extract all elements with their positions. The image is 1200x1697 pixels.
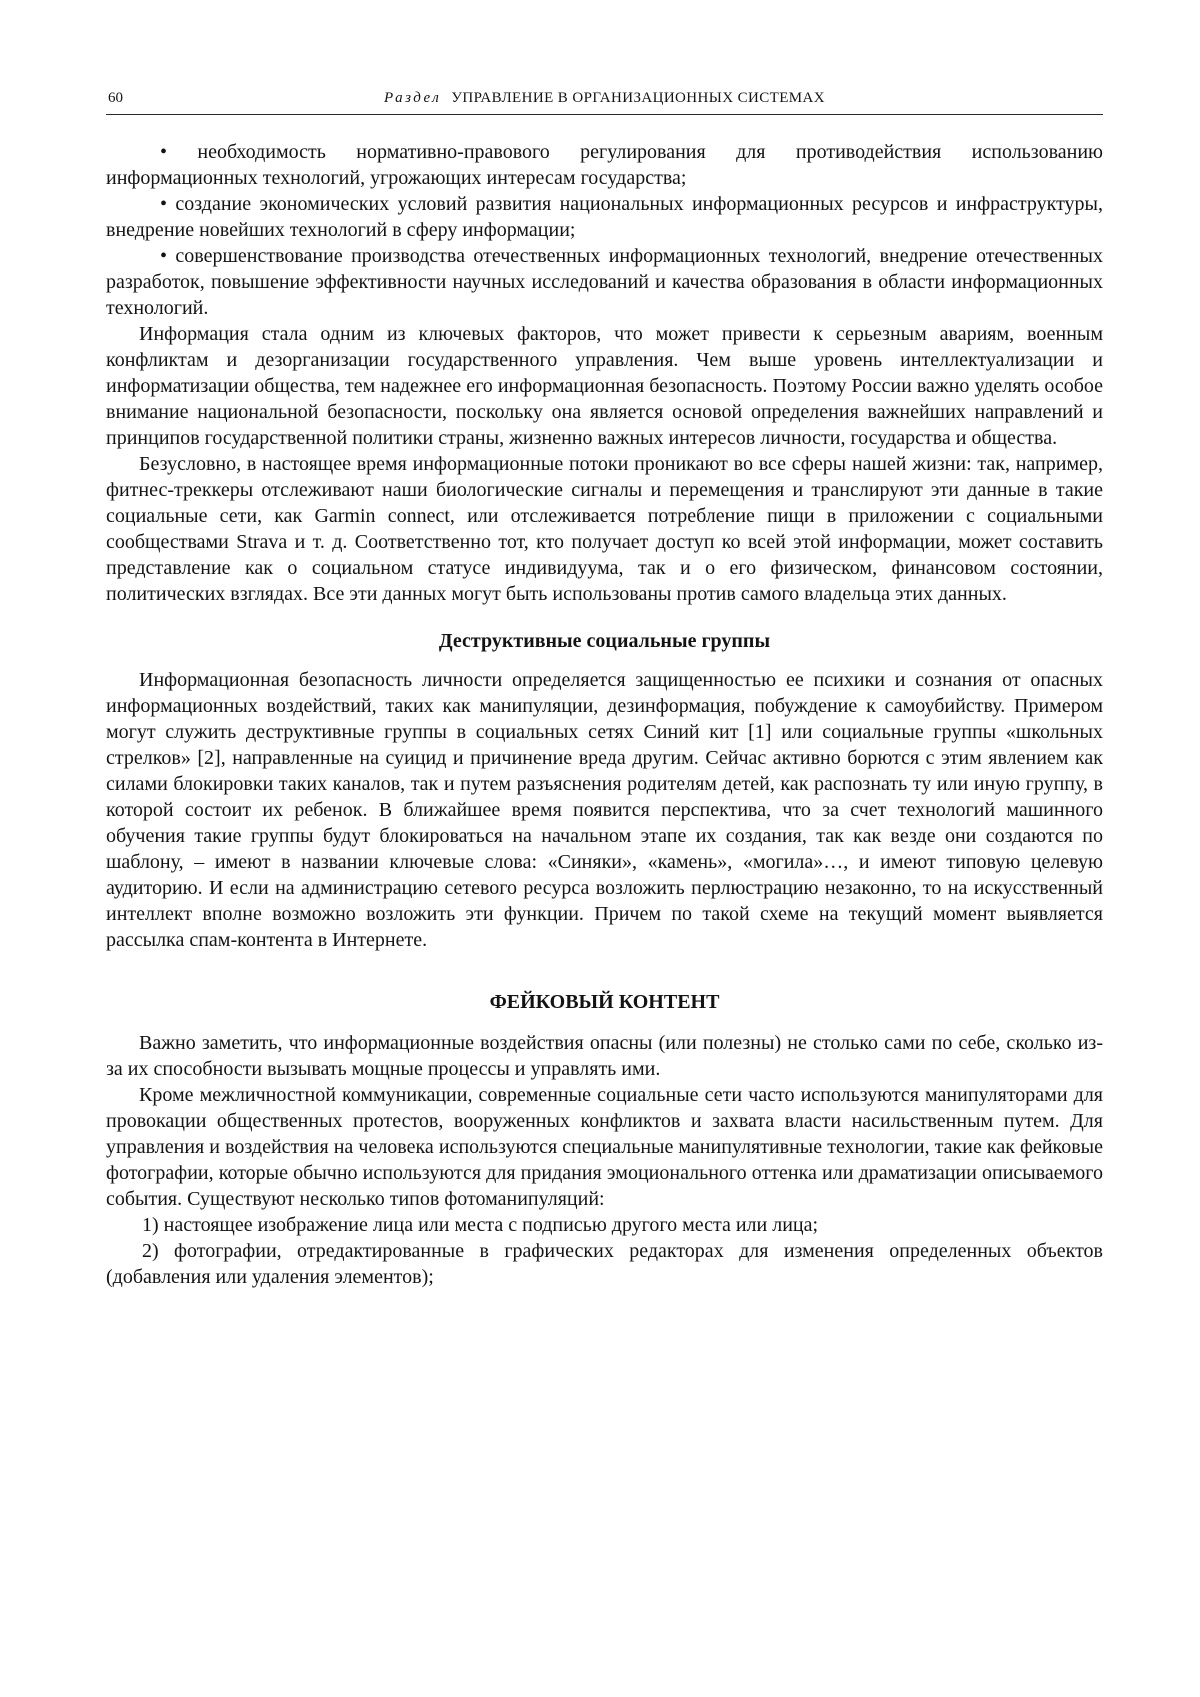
running-header — [106, 88, 1103, 115]
body-paragraph: Безусловно, в настоящее время информационные потоки проникают во все сферы нашей жизни: так, например, фитнес-треккеры отслеживают наши биологические сигналы и перемещения и транслируют эти данные в такие социальные сети, как Garmin connect, или отслеживается потребление пищи в приложении с социальными сообществами Strava и т. д. Соответственно тот, кто получает доступ ко всей этой информации, может составить представление как о социальном статусе индивидуума, так и о его физическом, финансовом состоянии, политических взглядах. Все эти данных могут быть использованы против самого владельца этих данных. — [106, 453, 1103, 605]
numbered-list-item: 2) фотографии, отредактированные в графических редакторах для изменения определенных объектов (добавления или удаления элементов); — [106, 1240, 1103, 1288]
body-paragraph: Важно заметить, что информационные воздействия опасны (или полезны) не столько сами по себе, сколько из-за их способности вызывать мощные процессы и управлять ими. — [106, 1032, 1103, 1080]
page-body — [106, 139, 1103, 1290]
running-title-text: УПРАВЛЕНИЕ В ОРГАНИЗАЦИОННЫХ СИСТЕМАХ — [451, 90, 825, 106]
body-paragraph: Информационная безопасность личности определяется защищенностью ее психики и сознания от опасных информационных воздействий, таких как манипуляции, дезинформация, побуждение к самоубийству. Примером могут служить деструктивные группы в социальных сетях Синий кит [1] или социальные группы «школьных стрелков» [2], направленные на суицид и причинение вреда другим. Сейчас активно борются с этим явлением как силами блокировки таких каналов, так и путем разъяснения родителям детей, как распознать ту или иную группу, в которой состоит их ребенок. В ближайшее время появится перспектива, что за счет технологий машинного обучения такие группы будут блокироваться на начальном этапе их создания, так как везде они создаются по шаблону, – имеют в названии ключевые слова: «Синяки», «камень», «могила»…, и имеют типовую целевую аудиторию. И если на администрацию сетевого ресурса возложить перлюстрацию незаконно, то на искусственный интеллект вполне возможно возложить эти функции. Причем по такой схеме на текущий момент выявляется рассылка спам-контента в Интернете. — [106, 669, 1103, 951]
body-paragraph: Информация стала одним из ключевых факторов, что может привести к серьезным авариям, военным конфликтам и дезорганизации государственного управления. Чем выше уровень интеллектуализации и информатизации общества, тем надежнее его информационная безопасность. Поэтому России важно уделять особое внимание национальной безопасности, поскольку она является основой определения важнейших направлений и принципов государственной политики страны, жизненно важных интересов личности, государства и общества. — [106, 323, 1103, 449]
bullet-list-item: • создание экономических условий развития национальных информационных ресурсов и инфраструктуры, внедрение новейших технологий в сферу информации; — [106, 193, 1103, 241]
section-heading: Деструктивные социальные группы — [438, 630, 771, 652]
bullet-list-item: • необходимость нормативно-правового регулирования для противодействия использованию информационных технологий, угрожающих интересам государства; — [106, 141, 1103, 189]
running-title — [106, 88, 1103, 108]
running-title-prefix: Раздел — [383, 90, 442, 106]
bullet-list-item: • совершенствование производства отечественных информационных технологий, внедрение отечественных разработок, повышение эффективности научных исследований и качества образования в области информационных технологий. — [106, 245, 1103, 319]
numbered-list-item: 1) настоящее изображение лица или места с подписью другого места или лица; — [142, 1214, 819, 1236]
body-paragraph: Кроме межличностной коммуникации, современные социальные сети часто используются манипуляторами для провокации общественных протестов, вооруженных конфликтов и захвата власти насильственным путем. Для управления и воздействия на человека используются специальные манипулятивные технологии, такие как фейковые фотографии, которые обычно используются для придания эмоционального оттенка или драматизации описываемого события. Существуют несколько типов фотоманипуляций: — [106, 1084, 1103, 1210]
section-heading-caps: ФЕЙКОВЫЙ КОНТЕНТ — [489, 991, 720, 1013]
page-number: 60 — [108, 90, 123, 106]
